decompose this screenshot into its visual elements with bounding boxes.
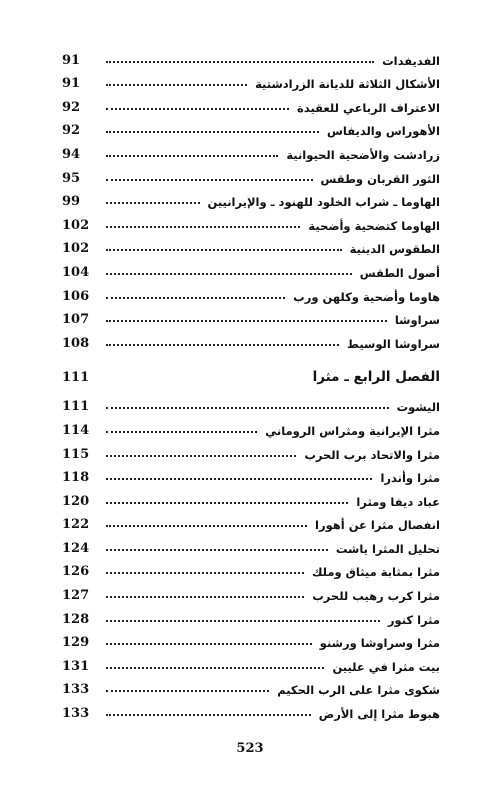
dot-leader (106, 407, 389, 409)
toc-entry (62, 162, 440, 186)
toc-entry-title: انفصال مثرا عن أهورا (315, 518, 440, 533)
chapter-page-number: 111 (62, 369, 90, 385)
toc-entry-page: 122 (62, 517, 90, 533)
toc-entry (62, 627, 440, 651)
dot-leader (106, 643, 312, 645)
toc-entry-page: 99 (62, 194, 81, 210)
dot-leader (106, 596, 304, 598)
toc-entry-page: 128 (62, 611, 90, 627)
toc-entry (62, 485, 440, 509)
toc-entry-title: اليشوت (396, 400, 440, 415)
chapter-title: الفصل الرابع ـ مثرا (312, 368, 440, 385)
dot-leader (106, 502, 348, 504)
toc-entry-title: الطقوس الدينية (349, 242, 440, 257)
dot-leader (106, 667, 324, 669)
toc-entry-title: الاعتراف الرباعي للعقيدة (297, 100, 440, 115)
dot-leader (106, 249, 342, 251)
toc-entry (62, 462, 440, 486)
toc-entry-page: 126 (62, 564, 90, 580)
toc-entry-title: الأشكال الثلاثة للديانة الزرادشتية (255, 77, 440, 92)
toc-entry-page: 111 (62, 399, 90, 415)
toc-entry (62, 233, 440, 257)
toc-entry (62, 556, 440, 580)
toc-entry-title: مثرا وأندرا (380, 471, 440, 486)
toc-entry-page: 108 (62, 335, 90, 351)
toc-entry-page: 92 (62, 123, 81, 139)
toc-entry-title: مثرا كنور (387, 612, 440, 627)
toc-entry (62, 44, 440, 68)
toc-entry-page: 118 (62, 470, 90, 486)
toc-entry-title: الهاوما ـ شراب الخلود للهنود ـ والإيرانيين (207, 195, 440, 210)
toc-entry-title: مثرا وسراوشا ورشنو (319, 636, 440, 651)
toc-entry-title: مثرا كرب رهيب للحرب (312, 589, 440, 604)
table-of-contents (62, 44, 440, 721)
toc-entry-title: مثرا الإيرانية ومثراس الروماني (265, 423, 440, 438)
toc-section-2 (62, 391, 440, 721)
toc-entry (62, 603, 440, 627)
toc-entry-page: 92 (62, 99, 81, 115)
toc-entry-page: 106 (62, 288, 90, 304)
dot-leader (106, 179, 313, 181)
toc-entry (62, 256, 440, 280)
toc-entry-title: مثرا بمثابة ميثاق وملك (311, 565, 440, 580)
dot-leader (106, 478, 372, 480)
dot-leader (106, 202, 200, 204)
toc-entry-title: زرادشت والأضحية الحيوانية (286, 147, 440, 162)
dot-leader (106, 226, 300, 228)
toc-entry (62, 91, 440, 115)
toc-entry-page: 104 (62, 264, 90, 280)
dot-leader (106, 620, 380, 622)
dot-leader (106, 297, 285, 299)
dot-leader (106, 84, 247, 86)
toc-entry (62, 327, 440, 351)
toc-entry-page: 102 (62, 241, 90, 257)
toc-entry (62, 138, 440, 162)
dot-leader (106, 525, 307, 527)
dot-leader (106, 690, 269, 692)
toc-entry-title: أصول الطقس (359, 265, 440, 280)
toc-entry-title: هاوما وأضحية وكلهن ورب (293, 289, 440, 304)
toc-entry-title: سراوشا (394, 313, 440, 328)
toc-entry-title: الأهوراس والديفاس (327, 124, 440, 139)
toc-entry-page: 102 (62, 217, 90, 233)
toc-entry (62, 509, 440, 533)
toc-entry-title: عباد ديفا ومثرا (356, 494, 440, 509)
toc-entry-page: 133 (62, 682, 90, 698)
toc-entry-title: الفديفدات (382, 53, 440, 68)
toc-entry-page: 107 (62, 312, 90, 328)
toc-entry (62, 438, 440, 462)
toc-entry-page: 94 (62, 146, 81, 162)
page-number: 523 (236, 741, 264, 756)
dot-leader (106, 61, 374, 63)
toc-entry (62, 674, 440, 698)
toc-entry (62, 650, 440, 674)
toc-entry-title: بيت مثرا في عليين (332, 659, 440, 674)
dot-leader (106, 455, 296, 457)
toc-entry (62, 697, 440, 721)
toc-entry (62, 115, 440, 139)
toc-entry-page: 95 (62, 170, 81, 186)
toc-entry (62, 209, 440, 233)
toc-entry-page: 115 (62, 446, 90, 462)
toc-entry-page: 91 (62, 76, 81, 92)
toc-entry-title: تحليل المثرا ياشت (335, 541, 440, 556)
toc-entry-page: 129 (62, 635, 90, 651)
toc-entry-page: 133 (62, 706, 90, 722)
toc-entry (62, 68, 440, 92)
toc-section-1 (62, 44, 440, 351)
dot-leader (106, 572, 304, 574)
chapter-heading (62, 357, 440, 385)
toc-entry-page: 127 (62, 588, 90, 604)
toc-entry-page: 91 (62, 52, 81, 68)
dot-leader (106, 714, 311, 716)
toc-entry-title: الثور القربان وطقس (320, 171, 440, 186)
toc-entry-page: 124 (62, 540, 90, 556)
toc-entry-title: هبوط مثرا إلى الأرض (318, 707, 440, 722)
dot-leader (106, 131, 319, 133)
toc-entry-page: 120 (62, 493, 90, 509)
toc-entry-title: سراوشا الوسيط (347, 336, 440, 351)
toc-entry (62, 414, 440, 438)
toc-entry (62, 186, 440, 210)
toc-entry (62, 304, 440, 328)
dot-leader (106, 431, 257, 433)
dot-leader (106, 549, 328, 551)
toc-entry (62, 579, 440, 603)
dot-leader (106, 320, 387, 322)
toc-entry-title: شكوى مثرا على الرب الحكيم (277, 683, 440, 698)
toc-entry-title: مثرا والاتحاد برب الحرب (304, 447, 440, 462)
toc-entry (62, 280, 440, 304)
toc-entry (62, 532, 440, 556)
dot-leader (106, 155, 278, 157)
toc-entry-page: 131 (62, 658, 90, 674)
toc-entry-title: الهاوما كتضحية وأضحية (308, 218, 440, 233)
dot-leader (106, 108, 289, 110)
toc-entry (62, 391, 440, 415)
dot-leader (106, 273, 352, 275)
dot-leader (106, 344, 339, 346)
toc-entry-page: 114 (62, 422, 90, 438)
